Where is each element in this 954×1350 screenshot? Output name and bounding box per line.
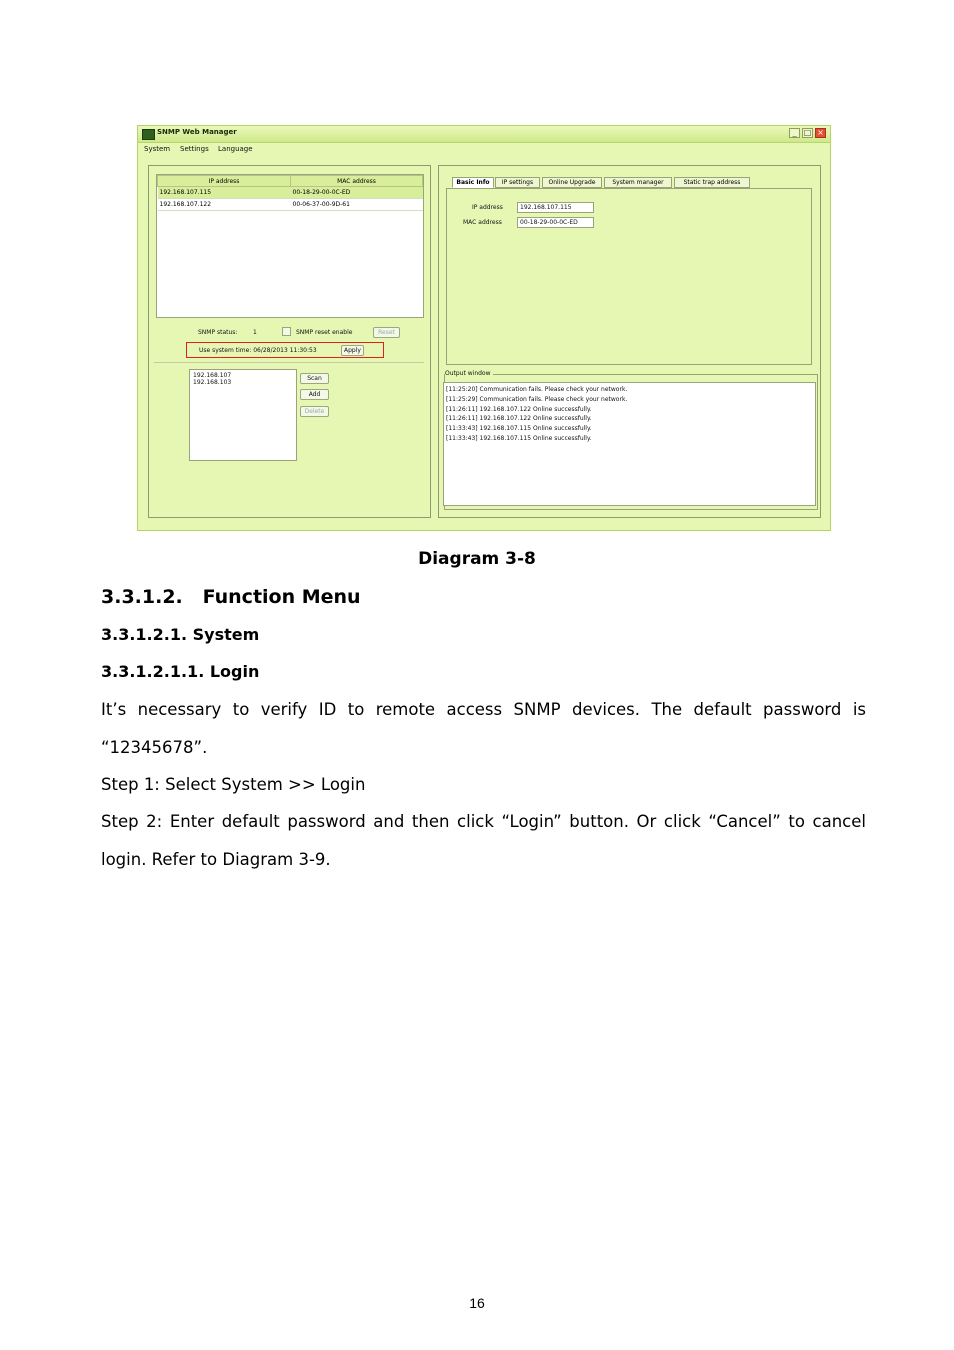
snmp-status-label: SNMP status: [198,329,238,336]
tab-static-trap-address[interactable]: Static trap address [674,177,750,188]
tab-online-upgrade[interactable]: Online Upgrade [542,177,602,188]
output-log[interactable] [443,382,816,506]
output-window-label: Output window [445,370,491,377]
snmp-reset-label: SNMP reset enable [296,329,353,336]
list-item[interactable]: 192.168.107 [193,372,232,379]
paragraph-line: login. Refer to Diagram 3-9. [101,850,331,869]
column-mac-address[interactable]: MAC address [291,176,423,187]
menu-settings[interactable]: Settings [180,145,209,153]
paragraph-line: Step 1: Select System >> Login [101,775,366,794]
maximize-button[interactable]: □ [803,128,812,137]
ip-address-label: IP address [472,204,503,211]
paragraph-line: “12345678”. [101,738,208,757]
subsection-heading: 3.3.1.2.1. System [101,625,260,644]
divider [154,362,424,363]
log-line: [11:26:11] 192.168.107.122 Online successfully. [446,405,592,413]
figure-caption: Diagram 3-8 [418,549,536,569]
right-panel [438,165,821,518]
mac-address-label: MAC address [463,219,502,226]
snmp-reset-checkbox[interactable] [282,327,291,336]
scan-button[interactable]: Scan [300,373,329,384]
subsubsection-heading: 3.3.1.2.1.1. Login [101,662,260,681]
list-item[interactable]: 192.168.103 [193,379,232,386]
window-title: SNMP Web Manager [157,128,237,136]
column-ip-address[interactable]: IP address [158,176,291,187]
add-button[interactable]: Add [300,389,329,400]
reset-button[interactable]: Reset [373,327,400,338]
row-mac: 00-06-37-00-9D-61 [291,199,423,211]
menu-language[interactable]: Language [218,145,253,153]
log-line: [11:33:43] 192.168.107.115 Online successfully. [446,425,592,433]
menu-bar [138,143,830,157]
row-ip: 192.168.107.115 [158,187,291,199]
section-heading: 3.3.1.2. Function Menu [101,586,361,608]
snmp-web-manager-screenshot [137,125,831,531]
system-time-label: Use system time: 06/28/2013 11:30:53 [199,347,317,354]
ip-address-field[interactable]: 192.168.107.115 [517,202,594,213]
tab-content [446,188,812,365]
close-button[interactable]: × [815,128,826,138]
row-mac: 00-18-29-00-0C-ED [291,187,423,199]
ip-list[interactable] [189,369,297,461]
title-bar [138,126,830,143]
log-line: [11:26:11] 192.168.107.122 Online successfully. [446,415,592,423]
left-panel [148,165,431,518]
paragraph-line: It’s necessary to verify ID to remote access SNMP devices. The default password is [101,700,866,719]
log-line: [11:33:43] 192.168.107.115 Online successfully. [446,434,592,442]
tab-system-manager[interactable]: System manager [604,177,672,188]
snmp-status-value: 1 [253,329,257,336]
log-line: [11:25:29] Communication fails. Please check your network. [446,395,628,403]
table-row[interactable] [158,199,423,211]
log-line: [11:25:20] Communication fails. Please check your network. [446,386,628,393]
device-table [157,175,423,211]
device-table-box [156,174,424,318]
mac-address-field[interactable]: 00-18-29-00-0C-ED [517,217,594,228]
row-ip: 192.168.107.122 [158,199,291,211]
minimize-button[interactable]: _ [789,128,800,138]
paragraph-line: Step 2: Enter default password and then click “Login” button. Or click “Cancel” to cancel [101,812,866,831]
apply-button[interactable]: Apply [341,345,364,356]
tab-basic-info[interactable]: Basic Info [452,177,494,188]
menu-system[interactable]: System [144,145,171,153]
page-number: 16 [469,1295,485,1311]
delete-button[interactable]: Delete [300,406,329,417]
tab-ip-settings[interactable]: IP settings [495,177,540,188]
table-row[interactable] [158,187,423,199]
app-icon [142,129,155,140]
